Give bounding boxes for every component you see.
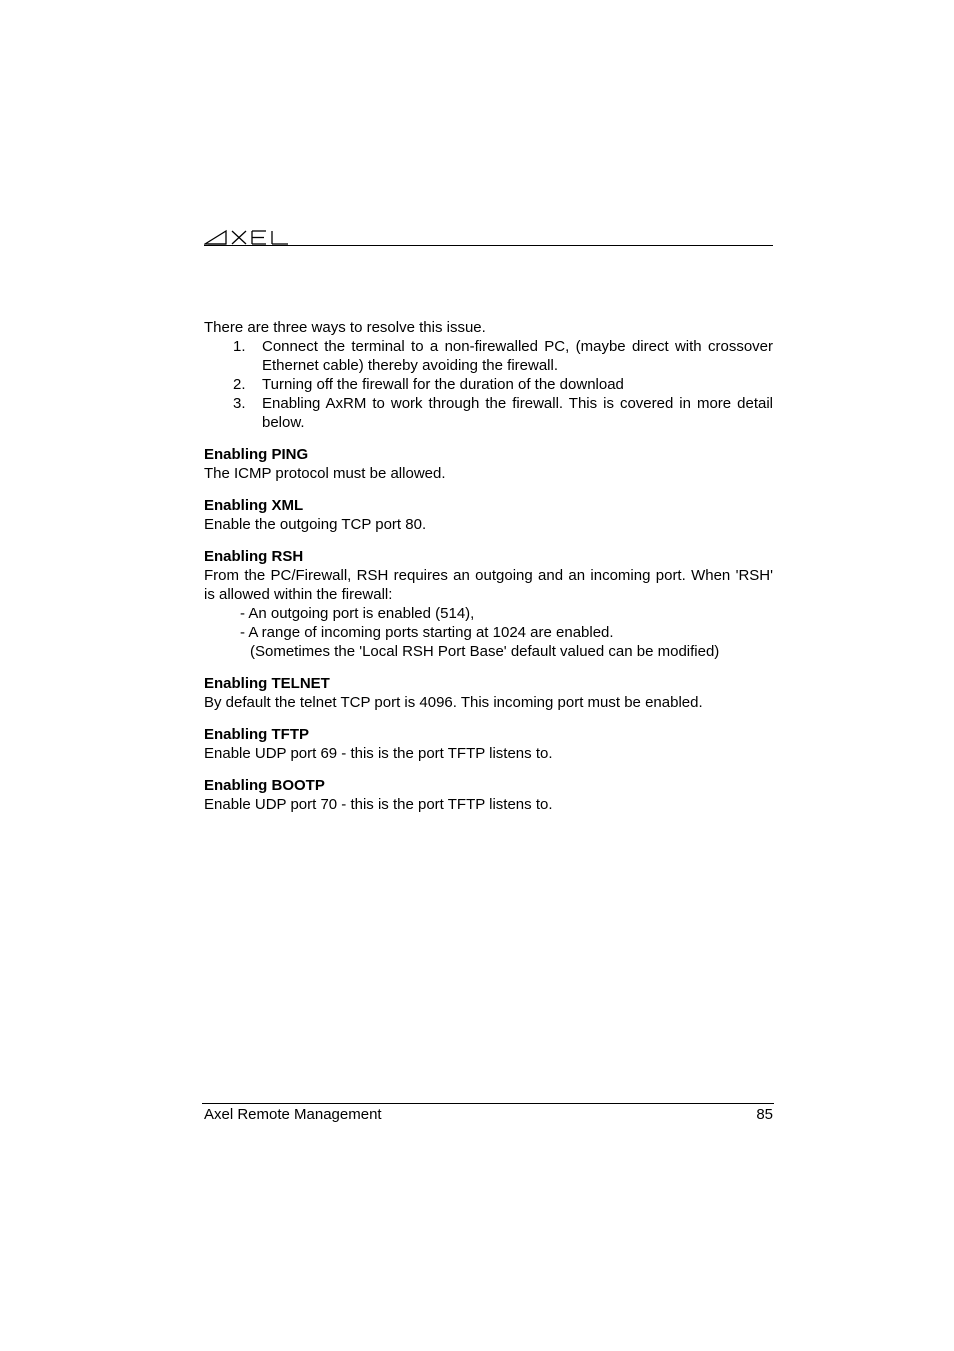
rsh-note: (Sometimes the 'Local RSH Port Base' default valued can be modified) [250,643,720,660]
section-heading: Enabling XML [204,497,304,514]
list-item [204,394,773,432]
rsh-bullet-outgoing: - An outgoing port is enabled (514), [240,605,475,622]
list-text: Connect the terminal to a non-firewalled PC, (maybe direct with crossover Ethernet cable) thereby avoiding the firewall. [262,338,773,374]
list-text: Turning off the firewall for the duration of the download [262,376,624,393]
section-heading: Enabling BOOTP [204,777,325,794]
section-telnet [204,674,773,712]
section-body: By default the telnet TCP port is 4096. This incoming port must be enabled. [204,694,703,711]
footer-title: Axel Remote Management [204,1106,382,1123]
section-body: From the PC/Firewall, RSH requires an outgoing and an incoming port. When 'RSH' is allowed within the firewall: [204,567,773,603]
rsh-bullet-incoming: - A range of incoming ports starting at 1024 are enabled. [240,624,614,641]
page-number: 85 [756,1106,773,1123]
section-rsh [204,547,773,661]
section-heading: Enabling TFTP [204,726,309,743]
list-number: 1. [233,338,246,355]
intro-text: There are three ways to resolve this issue. [204,319,486,336]
section-heading: Enabling RSH [204,548,304,565]
list-item [204,375,773,394]
section-heading: Enabling TELNET [204,675,330,692]
section-tftp [204,725,773,763]
section-xml [204,496,773,534]
axel-logo [204,227,290,245]
list-number: 3. [233,395,246,412]
page-footer [202,1103,774,1123]
section-body: Enable UDP port 69 - this is the port TFTP listens to. [204,745,553,762]
section-bootp [204,776,773,814]
list-number: 2. [233,376,246,393]
section-body: Enable the outgoing TCP port 80. [204,516,427,533]
section-ping [204,445,773,483]
section-heading: Enabling PING [204,446,309,463]
page-content [204,318,773,814]
section-body: The ICMP protocol must be allowed. [204,465,446,482]
resolution-steps [204,337,773,432]
section-body: Enable UDP port 70 - this is the port TFTP listens to. [204,796,553,813]
page-header [204,225,773,246]
list-text: Enabling AxRM to work through the firewall. This is covered in more detail below. [262,395,773,431]
list-item [204,337,773,375]
